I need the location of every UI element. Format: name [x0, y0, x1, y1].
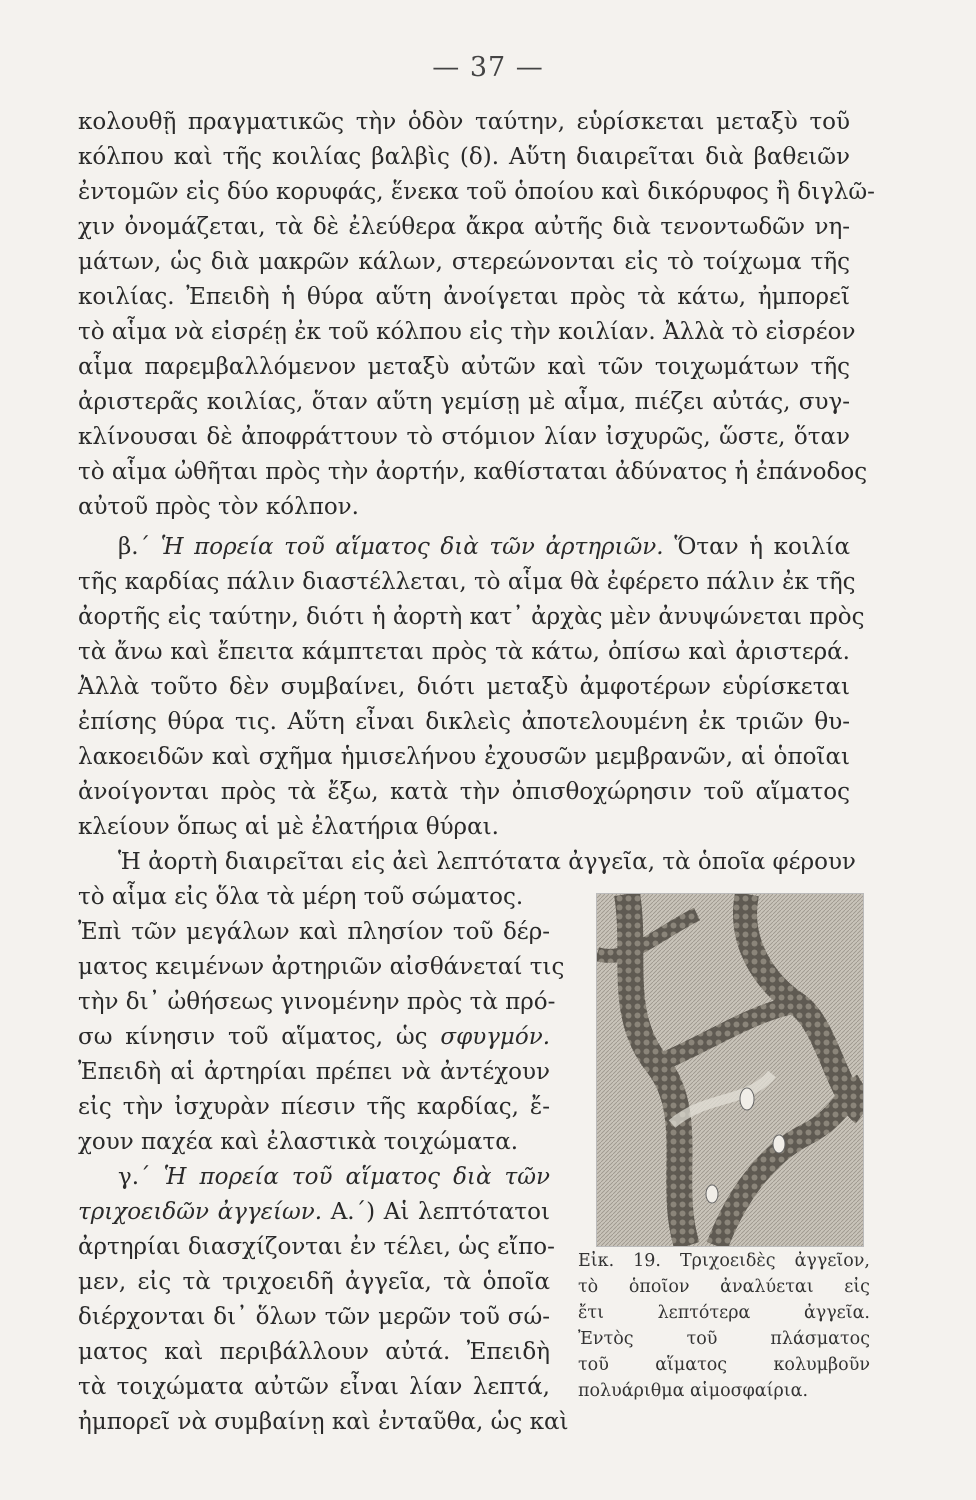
caption-line: τοῦ αἵματος κολυμβοῦν	[578, 1355, 870, 1375]
text-line: κλείουν ὅπως αἱ μὲ ἐλατήρια θύραι.	[78, 814, 499, 840]
capillary-engraving	[597, 894, 863, 1246]
text-line: τὴν δι᾽ ὠθήσεως γινομένην πρὸς τὰ πρό-	[78, 989, 556, 1015]
caption-line: ἔτι λεπτότερα ἀγγεῖα.	[578, 1303, 870, 1323]
emphasis-sphygmos: σφυγμόν.	[440, 1024, 551, 1050]
text-line: ἐντομῶν εἰς δύο κορυφάς, ἕνεκα τοῦ ὁποίου καὶ δικόρυφος ἢ διγλῶ-	[78, 179, 875, 205]
caption-line: Εἰκ. 19. Τριχοειδὲς ἀγγεῖον,	[578, 1251, 870, 1271]
text-line: λακοειδῶν καὶ σχῆμα ἡμισελήνου ἐχουσῶν μεμβρανῶν, αἱ ὁποῖαι	[78, 744, 850, 770]
text-line: τὰ τοιχώματα αὐτῶν εἶναι λίαν λεπτά,	[78, 1374, 550, 1400]
capillary-illustration	[596, 893, 864, 1247]
text-line: χουν παχέα καὶ ἐλαστικὰ τοιχώματα.	[78, 1129, 519, 1155]
text-line: κοιλίας. Ἐπειδὴ ἡ θύρα αὕτη ἀνοίγεται πρὸς τὰ κάτω, ἠμπορεῖ	[78, 284, 850, 310]
text-line: ματος καὶ περιβάλλουν αὐτά. Ἐπειδὴ	[78, 1339, 550, 1365]
text-line: ἀνοίγονται πρὸς τὰ ἔξω, κατὰ τὴν ὀπισθοχώρησιν τοῦ αἵματος	[78, 779, 850, 805]
text-line: ματος κειμένων ἀρτηριῶν αἰσθάνεταί τις	[78, 954, 565, 980]
text-line: μεν, εἰς τὰ τριχοειδῆ ἀγγεῖα, τὰ ὁποῖα	[78, 1269, 550, 1295]
text-line: Ἡ ἀορτὴ διαιρεῖται εἰς ἀεὶ λεπτότατα ἀγγεῖα, τὰ ὁποῖα φέρουν	[118, 849, 856, 875]
text-line: τῆς καρδίας πάλιν διαστέλλεται, τὸ αἷμα θὰ ἐφέρετο πάλιν ἐκ τῆς	[78, 569, 856, 595]
text-fragment: σω κίνησιν τοῦ αἵματος, ὡς	[78, 1024, 428, 1050]
text-line: τὰ ἄνω καὶ ἔπειτα κάμπτεται πρὸς τὰ κάτω, ὀπίσω καὶ ἀριστερά.	[78, 639, 850, 665]
section-c-heading-rest: Αἱ λεπτότατοι	[383, 1199, 550, 1225]
section-b-heading-rest: Ὅταν ἡ κοιλία	[674, 534, 850, 560]
text-line: αἷμα παρεμβαλλόμενον μεταξὺ αὐτῶν καὶ τῶν τοιχωμάτων τῆς	[78, 354, 850, 380]
text-line: τὸ αἷμα εἰς ὅλα τὰ μέρη τοῦ σώματος.	[78, 884, 524, 910]
text-line: κλίνουσαι δὲ ἀποφράττουν τὸ στόμιον λίαν ἰσχυρῶς, ὥστε, ὅταν	[78, 424, 850, 450]
text-line: τὸ αἷμα νὰ εἰσρέῃ ἐκ τοῦ κόλπου εἰς τὴν κοιλίαν. Ἀλλὰ τὸ εἰσρέον	[78, 319, 856, 345]
text-line: ἐπίσης θύρα τις. Αὕτη εἶναι δικλεὶς ἀποτελουμένη ἐκ τριῶν θυ-	[78, 709, 850, 735]
text-line: αὐτοῦ πρὸς τὸν κόλπον.	[78, 494, 359, 520]
text-line: χιν ὀνομάζεται, τὰ δὲ ἐλεύθερα ἄκρα αὐτῆς διὰ τενοντωδῶν νη-	[78, 214, 850, 240]
section-c-sub: Α.΄)	[330, 1199, 376, 1225]
text-line: τὸ αἷμα ὠθῆται πρὸς τὴν ἀορτήν, καθίσταται ἀδύνατος ἡ ἐπάνοδος	[78, 459, 868, 485]
text-line: κολουθῇ πραγματικῶς τὴν ὁδὸν ταύτην, εὑρίσκεται μεταξὺ τοῦ	[78, 109, 850, 135]
text-line: Ἐπειδὴ αἱ ἀρτηρίαι πρέπει νὰ ἀντέχουν	[78, 1059, 550, 1085]
text-line: ἀρτηρίαι διασχίζονται ἐν τέλει, ὡς εἴπο-	[78, 1234, 555, 1260]
section-b-heading: Ἡ πορεία τοῦ αἵματος διὰ τῶν ἀρτηριῶν.	[160, 534, 664, 560]
section-c-label: γ.΄	[118, 1164, 151, 1190]
caption-line: πολυάριθμα αἱμοσφαίρια.	[578, 1381, 809, 1401]
caption-line: Ἐντὸς τοῦ πλάσματος	[578, 1329, 870, 1349]
section-b-heading-line	[118, 530, 850, 564]
text-line: μάτων, ὡς διὰ μακρῶν κάλων, στερεώνονται εἰς τὸ τοίχωμα τῆς	[78, 249, 850, 275]
text-line: ἀριστερᾶς κοιλίας, ὅταν αὕτη γεμίσῃ μὲ αἷμα, πιέζει αὐτάς, συγ-	[78, 389, 850, 415]
text-line: εἰς τὴν ἰσχυρὰν πίεσιν τῆς καρδίας, ἔ-	[78, 1094, 550, 1120]
text-line	[78, 1020, 550, 1054]
text-line: ἀορτῆς εἰς ταύτην, διότι ἡ ἀορτὴ κατ᾽ ἀρχὰς μὲν ἀνυψώνεται πρὸς	[78, 604, 865, 630]
section-c-heading-line	[118, 1160, 550, 1194]
text-line: Ἐπὶ τῶν μεγάλων καὶ πλησίον τοῦ δέρ-	[78, 919, 550, 945]
section-c-heading: Ἡ πορεία τοῦ αἵματος διὰ τῶν	[163, 1164, 550, 1190]
text-line: ἠμπορεῖ νὰ συμβαίνῃ καὶ ἐνταῦθα, ὡς καὶ	[78, 1409, 569, 1435]
text-line: διέρχονται δι᾽ ὅλων τῶν μερῶν τοῦ σώ-	[78, 1304, 550, 1330]
section-b-label: β.΄	[118, 534, 151, 560]
section-c-heading-cont: τριχοειδῶν ἀγγείων.	[78, 1199, 323, 1225]
caption-line: τὸ ὁποῖον ἀναλύεται εἰς	[578, 1277, 870, 1297]
text-line: κόλπου καὶ τῆς κοιλίας βαλβὶς (δ). Αὕτη διαιρεῖται διὰ βαθειῶν	[78, 144, 850, 170]
section-c-heading-line-2	[78, 1195, 550, 1229]
text-line: Ἀλλὰ τοῦτο δὲν συμβαίνει, διότι μεταξὺ ἀμφοτέρων εὑρίσκεται	[78, 674, 850, 700]
page-number: — 37 —	[432, 52, 544, 83]
